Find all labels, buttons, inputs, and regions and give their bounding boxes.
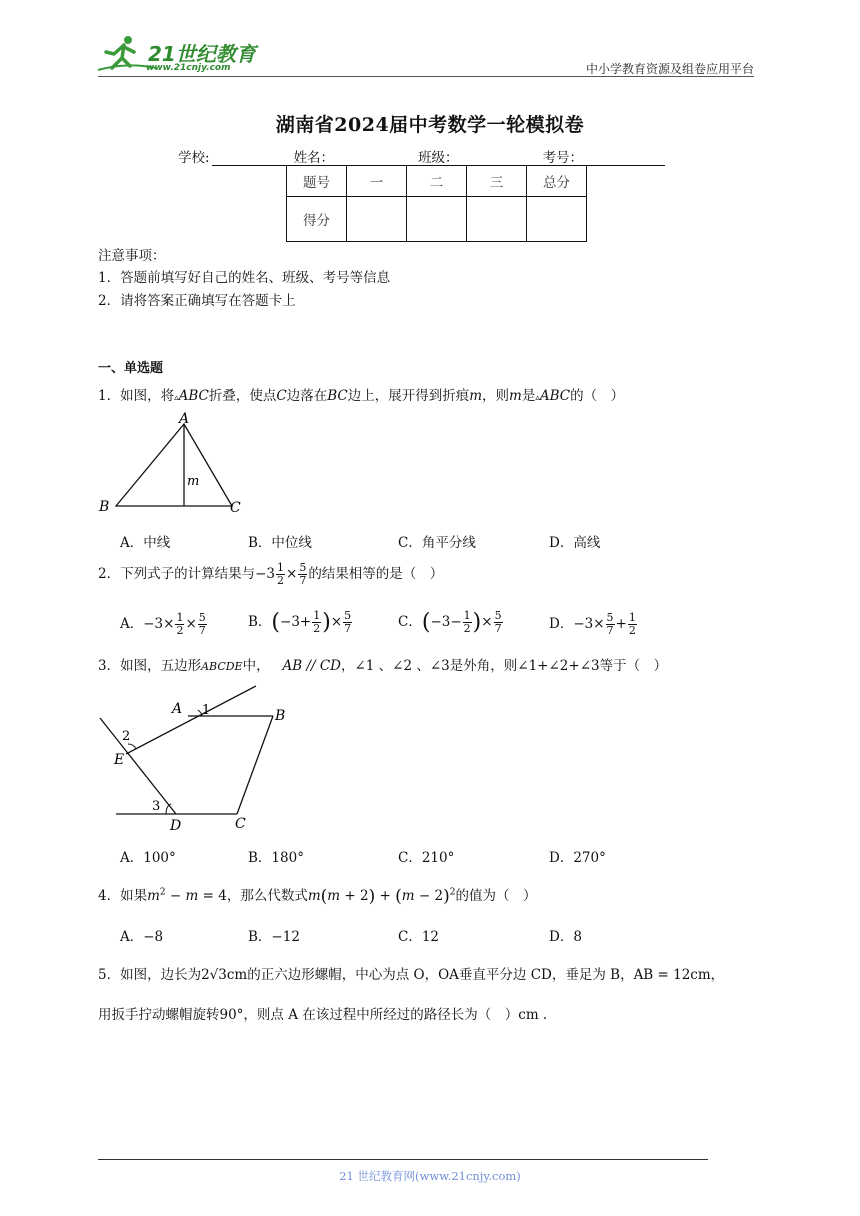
score-cell: [467, 197, 527, 242]
q3-text: ，∠1 、∠2 、∠3是外角，则∠1+∠2+∠3等于（ ）: [340, 658, 668, 674]
q1-var: ABC: [539, 388, 571, 404]
option-d: D．−3× $\frac{5}{7}$ + $\frac{1}{2}$: [549, 611, 636, 637]
score-row-label: 得分: [287, 197, 347, 242]
score-header: 三: [467, 166, 527, 197]
option-d: D．8: [549, 929, 582, 945]
option-a: A．100°: [120, 850, 176, 866]
score-cell: [527, 197, 587, 242]
q1-text: ，则: [482, 388, 510, 404]
question-3-figure: [98, 682, 298, 834]
question-1-figure: [96, 412, 256, 520]
notes-item: 1．答题前填写好自己的姓名、班级、考号等信息: [98, 270, 391, 286]
option-b: B．(−3+ $\frac{1}{2}$ )× $\frac{5}{7}$: [248, 609, 352, 635]
option-b: B．180°: [248, 850, 304, 866]
score-cell: [347, 197, 407, 242]
option-a: A．−8: [120, 929, 164, 945]
fig-label-C: C: [230, 500, 241, 516]
exam-no-label: 考号：: [542, 150, 584, 166]
notes-item: 2．请将答案正确填写在答题卡上: [98, 293, 296, 309]
option-d: D．270°: [549, 850, 606, 866]
q4-text: 的值为（ ）: [455, 888, 537, 904]
q2-text: 2．下列式子的计算结果与: [98, 566, 256, 582]
q1-text: 1．如图，将: [98, 388, 175, 404]
q1-text: 折叠，使点: [208, 388, 277, 404]
q1-text: 是: [521, 388, 536, 404]
option-c: C．(−3− $\frac{1}{2}$ )× $\frac{5}{7}$: [398, 609, 502, 635]
class-label: 班级：: [418, 150, 459, 166]
question-5-line-1: 5．如图，边长为2√3cm的正六边形螺帽，中心为点 O，OA垂直平分边 CD，垂足为 B，AB = 12cm，: [98, 967, 725, 983]
fig-label-C: C: [235, 816, 246, 832]
option-d: D．高线: [549, 535, 601, 551]
question-4-stem: 4．如果$m^2 - m = 4$，那么代数式$m(m + 2) + (m - 2)^2$的值为（ ）: [98, 886, 537, 907]
student-info-line: [178, 146, 667, 166]
footer-text: 21 世纪教育网(www.21cnjy.com): [339, 1169, 521, 1183]
fig-label-B: B: [99, 499, 110, 515]
q1-var: m: [509, 388, 522, 404]
score-header: 总分: [527, 166, 587, 197]
option-a: A．中线: [120, 535, 171, 551]
option-b: B．−12: [248, 929, 300, 945]
option-a: A．−3× $\frac{1}{2}$ × $\frac{5}{7}$: [120, 611, 206, 637]
q1-text: 的（ ）: [570, 388, 625, 404]
fig-label-m: m: [187, 474, 200, 489]
fig-label-B: B: [275, 708, 286, 724]
header-platform-text: 中小学教育资源及组卷应用平台: [585, 62, 754, 76]
fig-angle-3: 3: [152, 799, 161, 814]
exam-no-blank: [585, 151, 665, 166]
question-5-line-2: 用扳手拧动螺帽旋转90°，则点 A 在该过程中所经过的路径长为（ ）cm .: [98, 1007, 548, 1023]
class-blank: [461, 151, 541, 166]
question-2-stem: 2．下列式子的计算结果与−3 $\frac{1}{2}$ × $\frac{5}{7}$ 的结果相等的是（ ）: [98, 561, 444, 587]
logo-url: www.21cnjy.com: [146, 63, 231, 73]
notes-heading: 注意事项：: [98, 248, 166, 264]
score-header: 题号: [287, 166, 347, 197]
q2-text: 的结果相等的是（ ）: [308, 566, 444, 582]
q3-text: 3．如图，五边形: [98, 658, 202, 674]
option-c: C．12: [398, 929, 440, 945]
q1-var: C: [276, 388, 287, 404]
question-1-stem: [98, 384, 624, 404]
fig-angle-2: 2: [122, 729, 131, 744]
footer-divider: [98, 1159, 708, 1160]
q1-var: ABC: [178, 388, 209, 404]
q3-var: AB // CD: [282, 658, 341, 674]
option-c: C．210°: [398, 850, 455, 866]
page-title: 湖南省2024届中考数学一轮模拟卷: [275, 114, 585, 136]
triangle-icon: ▵: [174, 393, 179, 403]
fig-label-A: A: [172, 701, 183, 717]
school-label: 学校:: [178, 150, 210, 166]
q1-var: BC: [327, 388, 348, 404]
q3-text: 中，: [242, 658, 270, 674]
name-label: 姓名：: [293, 150, 335, 166]
logo-text: 21世纪教育: [148, 42, 256, 66]
fig-label-A: A: [179, 412, 190, 427]
header-divider: [98, 76, 754, 77]
q3-var: ABCDE: [201, 660, 243, 673]
option-b: B．中位线: [248, 535, 312, 551]
q1-text: 边落在: [286, 388, 328, 404]
fig-label-D: D: [170, 818, 182, 834]
option-c: C．角平分线: [398, 535, 476, 551]
score-table: [286, 165, 587, 242]
school-blank: [212, 151, 292, 166]
q4-text: ，那么代数式: [226, 888, 308, 904]
score-header: 一: [347, 166, 407, 197]
q4-text: 4．如果: [98, 888, 148, 904]
name-blank: [336, 151, 416, 166]
triangle-icon: ▵: [535, 393, 540, 403]
q1-text: 边上，展开得到折痕: [347, 388, 470, 404]
fig-label-E: E: [114, 752, 125, 768]
fig-angle-1: 1: [202, 703, 211, 718]
q1-var: m: [469, 388, 483, 404]
score-cell: [407, 197, 467, 242]
score-header: 二: [407, 166, 467, 197]
question-3-stem: [98, 654, 667, 674]
section-heading: 一、单选题: [98, 361, 164, 376]
